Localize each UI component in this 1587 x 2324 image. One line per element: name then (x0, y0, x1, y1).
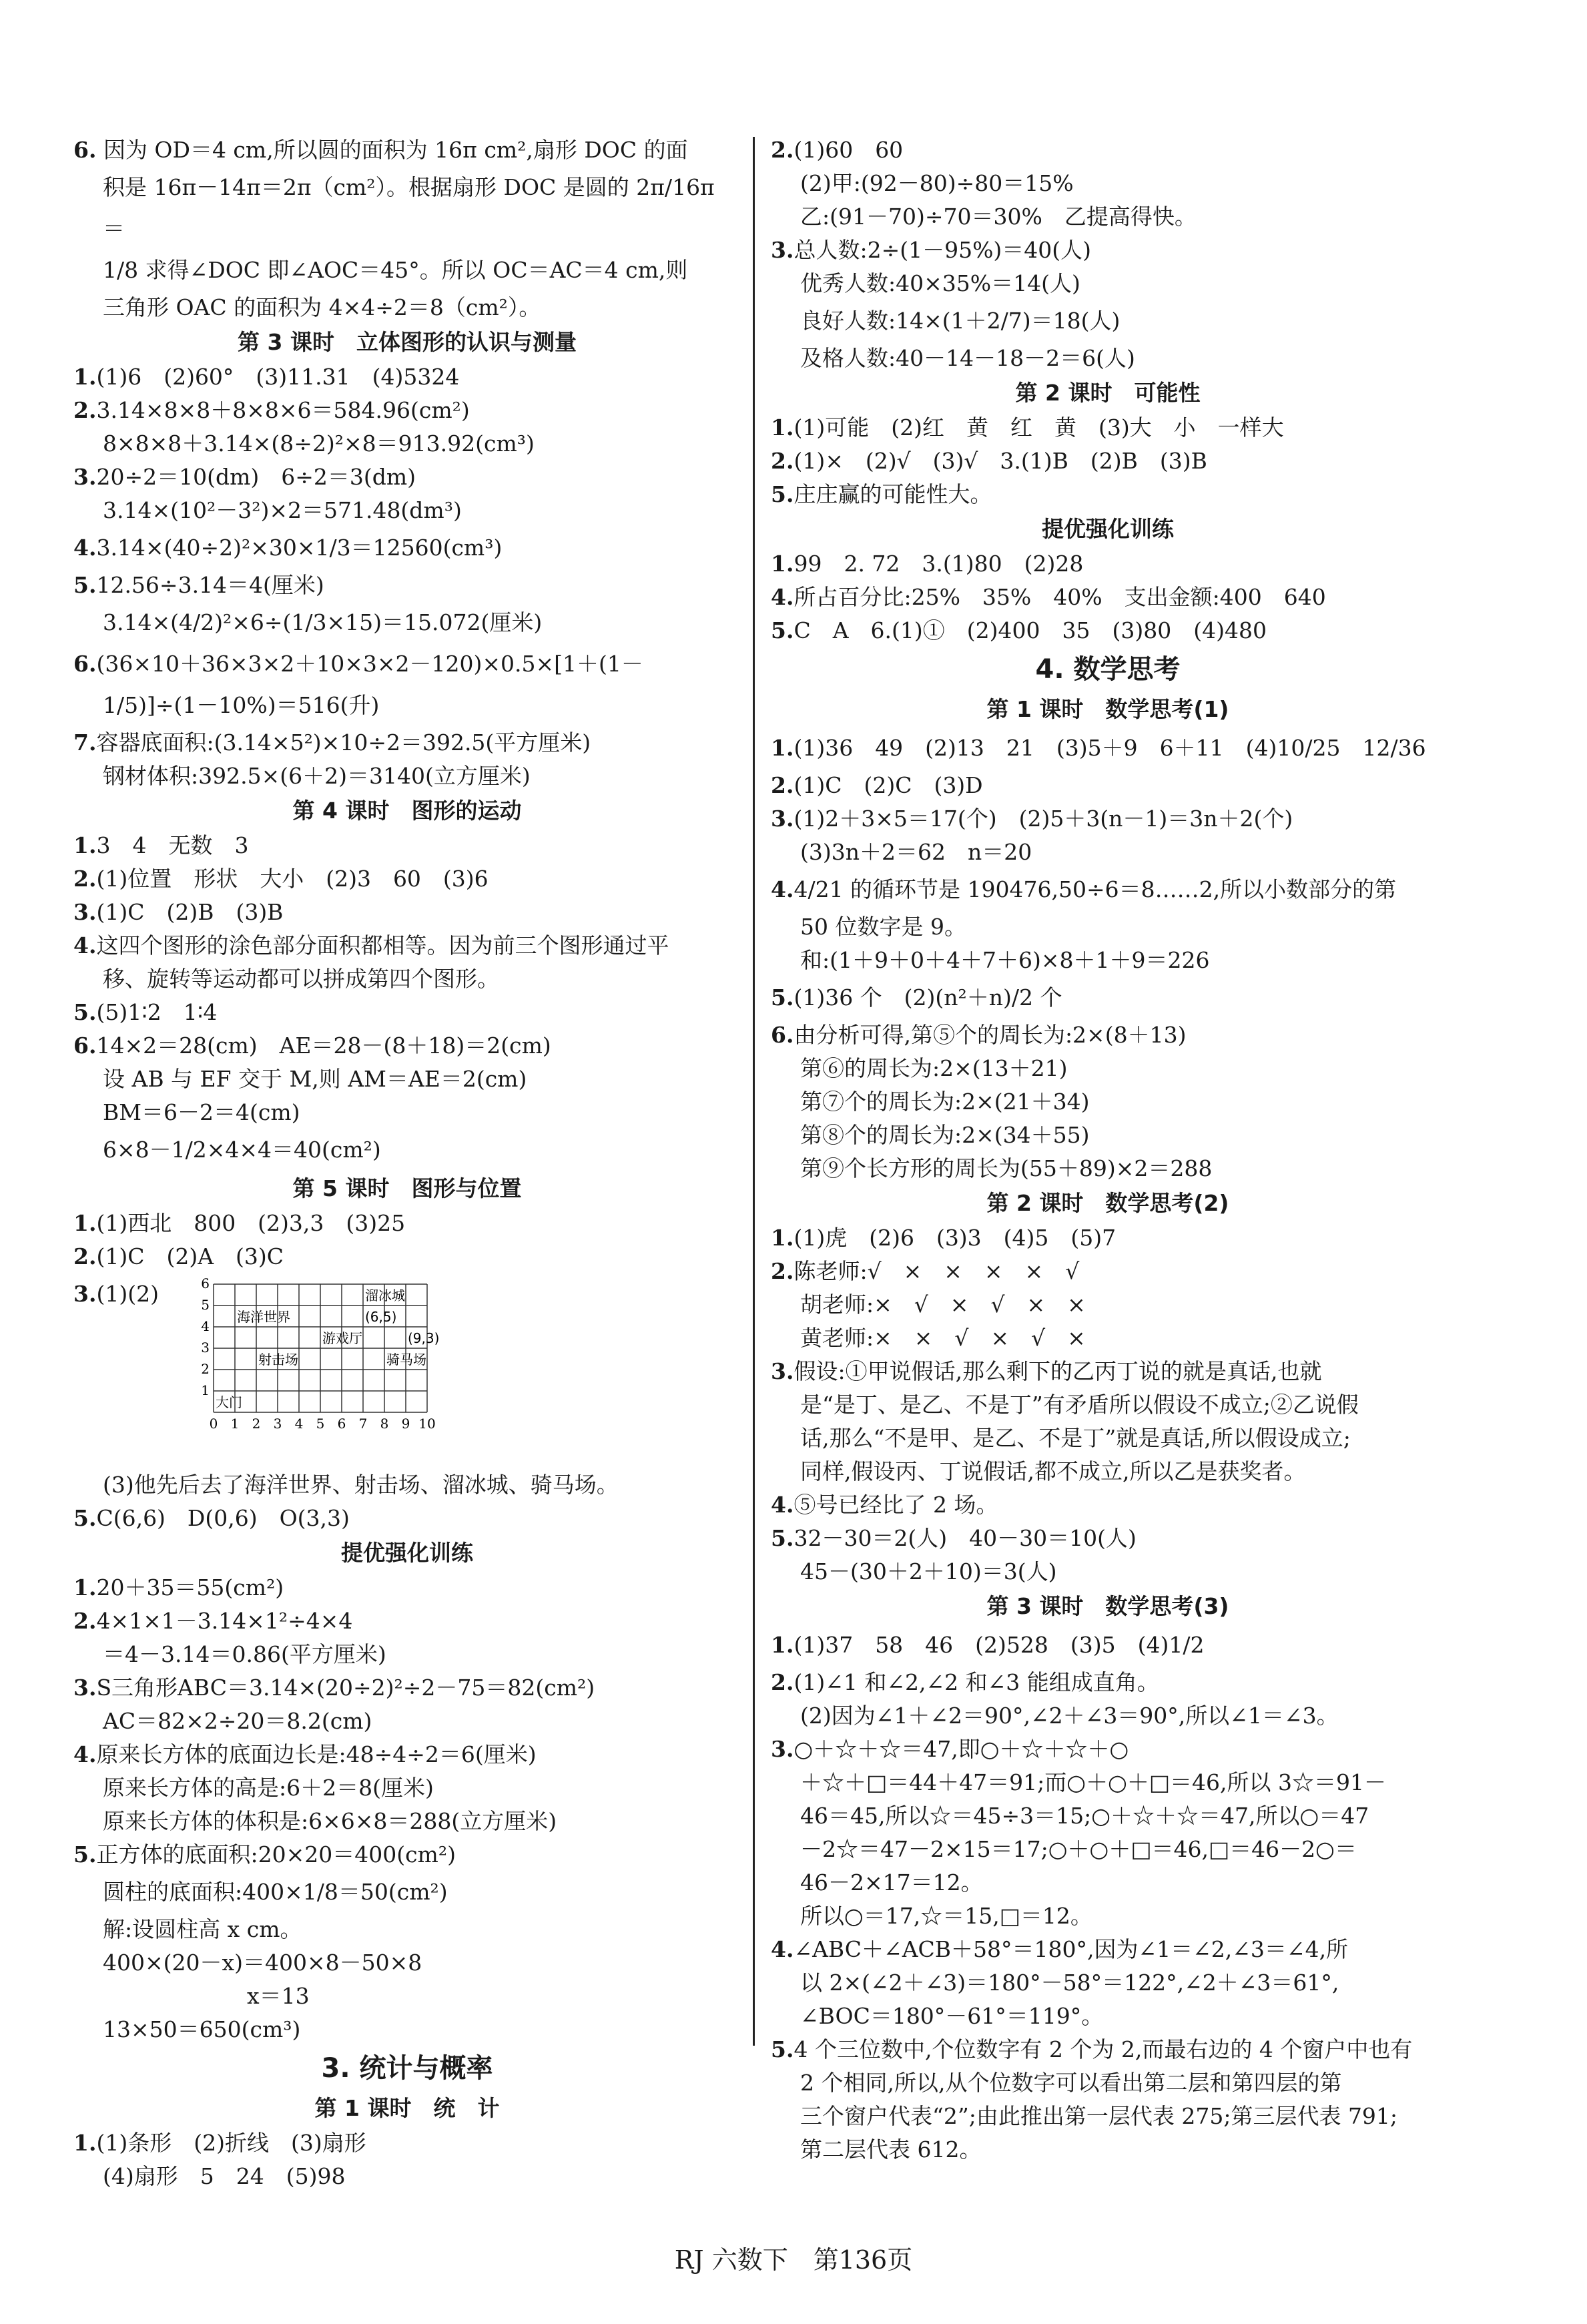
answer-text: ∠BOC＝180°－61°＝119°。 (800, 2003, 1104, 2029)
answer-line (771, 1488, 1445, 1522)
question-number: 6. (73, 137, 97, 163)
answer-line (73, 1468, 741, 1502)
answer-line (771, 581, 1445, 614)
answer-line (73, 1946, 741, 1980)
section-heading: 4. 数学思考 (1035, 654, 1181, 685)
answer-line (73, 527, 741, 569)
answer-text: S三角形ABC＝3.14×(20÷2)²÷2－75＝82(cm²) (96, 1675, 595, 1701)
answer-line (73, 1240, 741, 1273)
question-number: 4. (73, 535, 97, 561)
answer-line (771, 2000, 1445, 2033)
answer-text: (1)6 (2)60° (3)11.31 (4)5324 (96, 364, 460, 390)
answer-line (771, 411, 1445, 445)
question-number: 6. (73, 1033, 97, 1059)
question-number: 3. (73, 1281, 97, 1307)
answer-line (771, 869, 1445, 910)
answer-text: 同样,假设丙、丁说假话,都不成立,所以乙是获奖者。 (800, 1458, 1306, 1484)
answer-text: 乙:(91－70)÷70＝30% 乙提高得快。 (800, 204, 1197, 230)
question-number: 2. (771, 448, 794, 474)
question-number: 1. (73, 364, 97, 390)
question-number: 2. (771, 137, 794, 163)
answer-line (771, 1255, 1445, 1288)
section-heading: 第 2 课时 数学思考(2) (986, 1190, 1229, 1216)
answer-text: (36×10＋36×3×2＋10×3×2－120)×0.5×[1＋(1－ (96, 651, 643, 677)
question-number: 1. (771, 735, 794, 761)
answer-text: 20＋35＝55(cm²) (96, 1574, 284, 1601)
answer-text: 积是 16π－14π＝2π（cm²）。根据扇形 DOC 是圆的 2π/16π ＝ (103, 174, 722, 242)
answer-line (771, 267, 1445, 300)
answer-text: 圆柱的底面积:400×1/8＝50(cm²) (103, 1879, 448, 1905)
answer-text: 良好人数:14×(1＋2/7)＝18(人) (800, 308, 1121, 334)
answer-line (73, 862, 741, 896)
answer-text: 13×50＝650(cm³) (103, 2016, 301, 2042)
question-number: 4. (73, 932, 97, 958)
answer-text: 原来长方体的体积是:6×6×8＝288(立方厘米) (103, 1808, 557, 1834)
answer-text: 所以○＝17,☆＝15,□＝12。 (800, 1903, 1092, 1929)
answer-text: 99 2. 72 3.(1)80 (2)28 (794, 551, 1084, 577)
answer-text: 第二层代表 612。 (800, 2136, 982, 2162)
answer-text: 第⑥的周长为:2×(13＋21) (800, 1055, 1068, 1081)
y-tick-label: 1 (201, 1382, 210, 1398)
answer-line (73, 829, 741, 862)
answer-text: 第⑨个长方形的周长为(55＋89)×2＝288 (800, 1155, 1213, 1181)
question-number: 3. (771, 1736, 794, 1762)
question-number: 1. (771, 1632, 794, 1658)
answer-text: 46－2×17＝12。 (800, 1869, 983, 1896)
answer-line (771, 1833, 1445, 1866)
x-tick-label: 3 (273, 1416, 282, 1432)
question-number: 6. (771, 1022, 794, 1048)
answer-line (73, 2126, 741, 2160)
x-tick-label: 7 (358, 1416, 368, 1432)
answer-text: (2)因为∠1＋∠2＝90°,∠2＋∠3＝90°,所以∠1＝∠3。 (800, 1703, 1339, 1729)
answer-line (73, 760, 741, 793)
question-number: 4. (771, 876, 794, 902)
answer-line (771, 1221, 1445, 1255)
answer-line (771, 2100, 1445, 2133)
question-number: 3. (73, 899, 97, 925)
section-heading: 第 2 课时 可能性 (1015, 380, 1201, 406)
x-tick-label: 0 (209, 1416, 218, 1432)
answer-line (73, 1129, 741, 1171)
answer-text: 优秀人数:40×35%＝14(人) (800, 270, 1080, 296)
answer-text: 45－(30＋2＋10)＝3(人) (800, 1558, 1057, 1584)
answer-text: 所占百分比:25% 35% 40% 支出金额:400 640 (794, 584, 1326, 610)
question-number: 5. (771, 617, 794, 643)
answer-text: 由分析可得,第⑤个的周长为:2×(8＋13) (794, 1022, 1187, 1048)
answer-line (73, 1871, 741, 1913)
question-number: 2. (73, 866, 97, 892)
answer-text: 钢材体积:392.5×(6＋2)＝3140(立方厘米) (103, 763, 531, 789)
answer-line (771, 1052, 1445, 1085)
answer-line (73, 996, 741, 1029)
answer-text: (5)1∶2 1∶4 (96, 999, 218, 1025)
answer-text: 话,那么“不是甲、是乙、不是丁”就是真话,所以假设成立; (800, 1425, 1351, 1451)
question-number: 2. (73, 1243, 97, 1269)
answer-line (73, 133, 741, 167)
answer-line (771, 200, 1445, 234)
answer-line (73, 1207, 741, 1240)
answer-line (771, 1866, 1445, 1900)
answer-line (73, 896, 741, 929)
answer-line (73, 1705, 741, 1738)
answer-text: 400×(20－x)＝400×8－50×8 (103, 1950, 422, 1976)
answer-text: (2)甲:(92－80)÷80＝15% (800, 170, 1074, 196)
answer-line (73, 2013, 741, 2046)
answer-line (771, 2133, 1445, 2166)
answer-line (771, 547, 1445, 581)
answer-line (771, 1355, 1445, 1388)
column-divider (753, 137, 755, 2046)
answer-text: (1)C (2)A (3)C (96, 1243, 284, 1269)
answer-line (73, 726, 741, 760)
answer-line (771, 614, 1445, 647)
answer-line (73, 494, 741, 527)
answer-text: 6×8－1/2×4×4＝40(cm²) (103, 1137, 381, 1163)
answer-text: 1/8 求得∠DOC 即∠AOC＝45°。所以 OC＝AC＝4 cm,则 (103, 257, 688, 283)
answer-line (73, 250, 741, 291)
answer-text: 容器底面积:(3.14×5²)×10÷2＝392.5(平方厘米) (96, 730, 591, 756)
answer-line (73, 962, 741, 996)
answer-line (73, 1771, 741, 1805)
answer-text: 32－30＝2(人) 40－30＝10(人) (794, 1525, 1137, 1551)
grid-place-label: 骑马场 (386, 1352, 426, 1368)
section-heading: 提优强化训练 (341, 1540, 473, 1566)
grid-place-label: 游戏厅 (322, 1330, 362, 1346)
question-number: 4. (771, 1492, 794, 1518)
answer-text: 4 个三位数中,个位数字有 2 个为 2,而最右边的 4 个窗户中也有 (794, 2036, 1413, 2062)
answer-text: (1)× (2)√ (3)√ 3.(1)B (2)B (3)B (794, 448, 1207, 474)
answer-text: 因为 OD＝4 cm,所以圆的面积为 16π cm²,扇形 DOC 的面 (96, 137, 688, 163)
y-tick-label: 4 (201, 1318, 210, 1334)
answer-text: 3.14×(40÷2)²×30×1/3＝12560(cm³) (96, 535, 503, 561)
grid-place-label: (9,3) (408, 1330, 440, 1346)
question-number: 4. (771, 584, 794, 610)
question-number: 7. (73, 730, 97, 756)
answer-text: 黄老师:× × √ × √ × (800, 1325, 1086, 1351)
x-tick-label: 8 (380, 1416, 389, 1432)
answer-line (73, 1980, 741, 2013)
answer-line (73, 685, 741, 726)
answer-line (73, 1096, 741, 1129)
answer-line (771, 910, 1445, 944)
grid-place-label: 射击场 (258, 1352, 298, 1368)
right-column (771, 133, 1445, 2166)
answer-line (73, 602, 741, 643)
coordinate-grid-answer (73, 1277, 741, 1464)
answer-line (771, 167, 1445, 200)
x-tick-label: 4 (294, 1416, 304, 1432)
answer-line (73, 1605, 741, 1638)
answer-text: (1)∠1 和∠2,∠2 和∠3 能组成直角。 (794, 1669, 1159, 1695)
answer-text: 移、旋转等运动都可以拼成第四个图形。 (103, 966, 499, 992)
answer-line (771, 1766, 1445, 1799)
answer-text: C A 6.(1)① (2)400 35 (3)80 (4)480 (794, 617, 1267, 643)
answer-text: 4/21 的循环节是 190476,50÷6＝8……2,所以小数部分的第 (794, 876, 1397, 902)
answer-text: ＋☆＋□＝44＋47＝91;而○＋○＋□＝46,所以 3☆＝91－ (800, 1769, 1386, 1795)
answer-line (771, 2066, 1445, 2100)
section-heading: 第 4 课时 图形的运动 (292, 798, 522, 824)
answer-line (771, 944, 1445, 977)
answer-line (771, 1019, 1445, 1052)
answer-text: BM＝6－2＝4(cm) (103, 1099, 300, 1125)
answer-text: 和:(1＋9＋0＋4＋7＋6)×8＋1＋9＝226 (800, 947, 1210, 973)
answer-line (771, 1322, 1445, 1355)
answer-text: 正方体的底面积:20×20＝400(cm²) (96, 1841, 456, 1867)
answer-line (771, 1555, 1445, 1588)
answer-line (771, 234, 1445, 267)
answer-text: 3.14×(4/2)²×6÷(1/3×15)＝15.072(厘米) (103, 609, 543, 635)
section-heading: 3. 统计与概率 (321, 2053, 493, 2084)
answer-line (771, 1388, 1445, 1422)
answer-line (73, 167, 741, 250)
section-heading: 第 3 课时 立体图形的认识与测量 (238, 329, 577, 355)
answer-text: 46＝45,所以☆＝45÷3＝15;○＋☆＋☆＝47,所以○＝47 (800, 1803, 1369, 1829)
answer-text: 及格人数:40－14－18－2＝6(人) (800, 345, 1135, 371)
question-number: 5. (73, 1505, 97, 1531)
question-number: 2. (771, 1669, 794, 1695)
answer-line (771, 342, 1445, 375)
answer-line (771, 133, 1445, 167)
y-tick-label: 5 (201, 1297, 210, 1313)
answer-text: 庄庄赢的可能性大。 (794, 481, 992, 507)
answer-text: 以 2×(∠2＋∠3)＝180°－58°＝122°,∠2＋∠3＝61°, (800, 1970, 1339, 1996)
answer-line (771, 300, 1445, 342)
answer-line (771, 769, 1445, 802)
answer-text: 3.14×8×8＋8×8×6＝584.96(cm²) (96, 397, 470, 423)
answer-text: 原来长方体的高是:6＋2＝8(厘米) (103, 1775, 434, 1801)
question-number: 3. (771, 1358, 794, 1384)
question-number: 5. (73, 999, 97, 1025)
y-tick-label: 6 (201, 1277, 210, 1291)
x-tick-label: 10 (418, 1416, 436, 1432)
answer-text: 2 个相同,所以,从个位数字可以看出第二层和第四层的第 (800, 2070, 1342, 2096)
answer-line (73, 929, 741, 962)
section-heading: 第 3 课时 数学思考(3) (986, 1593, 1229, 1619)
answer-text: ＝4－3.14＝0.86(平方厘米) (103, 1641, 386, 1667)
answer-line (771, 1799, 1445, 1833)
answer-text: (1)(2) (96, 1281, 159, 1307)
y-tick-label: 2 (201, 1361, 210, 1377)
answer-line (73, 427, 741, 461)
answer-text: (1)37 58 46 (2)528 (3)5 (4)1/2 (794, 1632, 1205, 1658)
y-tick-label: 3 (201, 1340, 210, 1356)
answer-text: 设 AB 与 EF 交于 M,则 AM＝AE＝2(cm) (103, 1066, 527, 1092)
question-number: 5. (771, 1525, 794, 1551)
answer-text: (1)36 个 (2)(n²＋n)/2 个 (794, 984, 1062, 1010)
answer-line (771, 1625, 1445, 1666)
answer-line (771, 445, 1445, 478)
answer-line (771, 977, 1445, 1019)
x-tick-label: 1 (230, 1416, 240, 1432)
answer-line (771, 1666, 1445, 1699)
question-number: 4. (73, 1741, 97, 1767)
question-number: 2. (73, 397, 97, 423)
answer-text: (1)2＋3×5＝17(个) (2)5＋3(n－1)＝3n＋2(个) (794, 806, 1293, 832)
answer-text: 第⑦个的周长为:2×(21＋34) (800, 1089, 1090, 1115)
answer-line (73, 1838, 741, 1871)
x-tick-label: 2 (252, 1416, 261, 1432)
answer-line (73, 360, 741, 394)
answer-line (73, 1502, 741, 1535)
answer-line (771, 478, 1445, 511)
answer-line (73, 1913, 741, 1946)
answer-text: (1)西北 800 (2)3,3 (3)25 (96, 1210, 406, 1236)
answer-text: 1/5)]÷(1－10%)＝516(升) (103, 692, 380, 718)
answer-line (771, 1422, 1445, 1455)
page-footer: RJ 六数下 第136页 (674, 2245, 913, 2275)
answer-line (771, 1152, 1445, 1185)
question-number: 1. (73, 2130, 97, 2156)
answer-line (771, 1900, 1445, 1933)
question-number: 3. (771, 237, 794, 263)
answer-line (771, 1455, 1445, 1488)
answer-line (73, 1738, 741, 1771)
answer-text: (1)位置 形状 大小 (2)3 60 (3)6 (96, 866, 489, 892)
section-heading: 第 1 课时 数学思考(1) (986, 696, 1229, 722)
answer-text: 解:设圆柱高 x cm。 (103, 1916, 302, 1942)
answer-text: (1)虎 (2)6 (3)3 (4)5 (5)7 (794, 1225, 1117, 1251)
answer-text: (1)C (2)C (3)D (794, 772, 983, 798)
answer-text: 20÷2＝10(dm) 6÷2＝3(dm) (96, 464, 416, 490)
question-number: 5. (771, 481, 794, 507)
answer-text: (1)条形 (2)折线 (3)扇形 (96, 2130, 366, 2156)
answer-line (771, 1933, 1445, 1966)
answer-line (771, 728, 1445, 769)
x-tick-label: 6 (337, 1416, 346, 1432)
question-number: 4. (771, 1936, 794, 1962)
grid-place-label: 海洋世界 (237, 1309, 290, 1325)
grid-place-label: 大门 (216, 1394, 242, 1410)
answer-text: 胡老师:× √ × √ × × (800, 1291, 1086, 1318)
answer-line (73, 569, 741, 602)
answer-line (771, 2033, 1445, 2066)
answer-line (73, 1063, 741, 1096)
x-tick-label: 9 (401, 1416, 410, 1432)
answer-text: 3 4 无数 3 (96, 832, 249, 858)
section-heading: 第 1 课时 统 计 (314, 2095, 500, 2121)
section-heading: 第 5 课时 图形与位置 (292, 1175, 522, 1201)
answer-text: 50 位数字是 9。 (800, 914, 966, 940)
answer-text: 假设:①甲说假话,那么剩下的乙丙丁说的就是真话,也就 (794, 1358, 1322, 1384)
answer-line (771, 1966, 1445, 2000)
answer-line (73, 1638, 741, 1671)
answer-line (771, 1288, 1445, 1322)
answer-line (771, 802, 1445, 836)
answer-text: 12.56÷3.14＝4(厘米) (96, 572, 324, 598)
answer-text: 三角形 OAC 的面积为 4×4÷2＝8（cm²）。 (103, 294, 541, 320)
left-column (73, 133, 741, 2193)
question-number: 2. (771, 1258, 794, 1284)
grid-place-label: 溜冰城 (365, 1287, 405, 1303)
answer-line (771, 836, 1445, 869)
answer-text: (3)他先后去了海洋世界、射击场、溜冰城、骑马场。 (103, 1472, 619, 1498)
answer-line (73, 461, 741, 494)
question-number: 6. (73, 651, 97, 677)
answer-text: ○＋☆＋☆＝47,即○＋☆＋☆＋○ (794, 1736, 1129, 1762)
answer-line (771, 1085, 1445, 1119)
question-number: 5. (73, 572, 97, 598)
answer-text: 是“是丁、是乙、不是丁”有矛盾所以假设不成立;②乙说假 (800, 1392, 1359, 1418)
answer-text: (1)36 49 (2)13 21 (3)5＋9 6＋11 (4)10/25 12/36 (794, 735, 1426, 761)
answer-line (73, 1029, 741, 1063)
answer-line (73, 1571, 741, 1605)
answer-line (73, 2160, 741, 2193)
question-number: 5. (771, 2036, 794, 2062)
question-number: 2. (771, 772, 794, 798)
answer-text: ⑤号已经比了 2 场。 (794, 1492, 998, 1518)
answer-text: 原来长方体的底面边长是:48÷4÷2＝6(厘米) (96, 1741, 537, 1767)
answer-line (73, 1671, 741, 1705)
question-number: 3. (73, 464, 97, 490)
answer-text: ∠ABC＋∠ACB＋58°＝180°,因为∠1＝∠2,∠3＝∠4,所 (794, 1936, 1349, 1962)
question-number: 3. (73, 1675, 97, 1701)
answer-text: 总人数:2÷(1－95%)＝40(人) (794, 237, 1092, 263)
answer-text: 8×8×8＋3.14×(8÷2)²×8＝913.92(cm³) (103, 430, 535, 457)
answer-text: 14×2＝28(cm) AE＝28－(8＋18)＝2(cm) (96, 1033, 551, 1059)
answer-line (73, 291, 741, 324)
question-number: 1. (73, 1210, 97, 1236)
answer-text: (1)C (2)B (3)B (96, 899, 284, 925)
answer-text: (3)3n＋2＝62 n＝20 (800, 839, 1032, 865)
answer-text: (1)60 60 (794, 137, 904, 163)
answer-line (73, 643, 741, 685)
answer-text: (4)扇形 5 24 (5)98 (103, 2163, 346, 2189)
answer-line (73, 1805, 741, 1838)
answer-line (771, 1733, 1445, 1766)
question-number: 5. (771, 984, 794, 1010)
question-number: 3. (771, 806, 794, 832)
question-number: 5. (73, 1841, 97, 1867)
answer-line (73, 394, 741, 427)
question-number: 1. (73, 832, 97, 858)
question-number: 1. (771, 551, 794, 577)
answer-text: 这四个图形的涂色部分面积都相等。因为前三个图形通过平 (96, 932, 669, 958)
answer-text: 三个窗户代表“2”;由此推出第一层代表 275;第三层代表 791; (800, 2103, 1398, 2129)
answer-text: 3.14×(10²－3²)×2＝571.48(dm³) (103, 497, 462, 523)
question-number: 2. (73, 1608, 97, 1634)
answer-text: －2☆＝47－2×15＝17;○＋○＋□＝46,□＝46－2○＝ (800, 1836, 1357, 1862)
question-number: 1. (73, 1574, 97, 1601)
answer-text: 4×1×1－3.14×1²÷4×4 (96, 1608, 353, 1634)
section-heading: 提优强化训练 (1042, 516, 1174, 542)
answer-text: AC＝82×2÷20＝8.2(cm) (103, 1708, 372, 1734)
answer-text: C(6,6) D(0,6) O(3,3) (96, 1505, 350, 1531)
answer-line (771, 1699, 1445, 1733)
grid-place-label: (6,5) (365, 1309, 397, 1325)
answer-text: (1)可能 (2)红 黄 红 黄 (3)大 小 一样大 (794, 414, 1284, 441)
answer-text: x＝13 (247, 1983, 310, 2009)
answer-line (771, 1119, 1445, 1152)
x-tick-label: 5 (316, 1416, 325, 1432)
answer-text: 陈老师:√ × × × × √ (794, 1258, 1080, 1284)
answer-text: 第⑧个的周长为:2×(34＋55) (800, 1122, 1090, 1148)
coordinate-grid (174, 1277, 521, 1458)
question-number: 1. (771, 414, 794, 441)
question-number: 1. (771, 1225, 794, 1251)
answer-line (771, 1522, 1445, 1555)
